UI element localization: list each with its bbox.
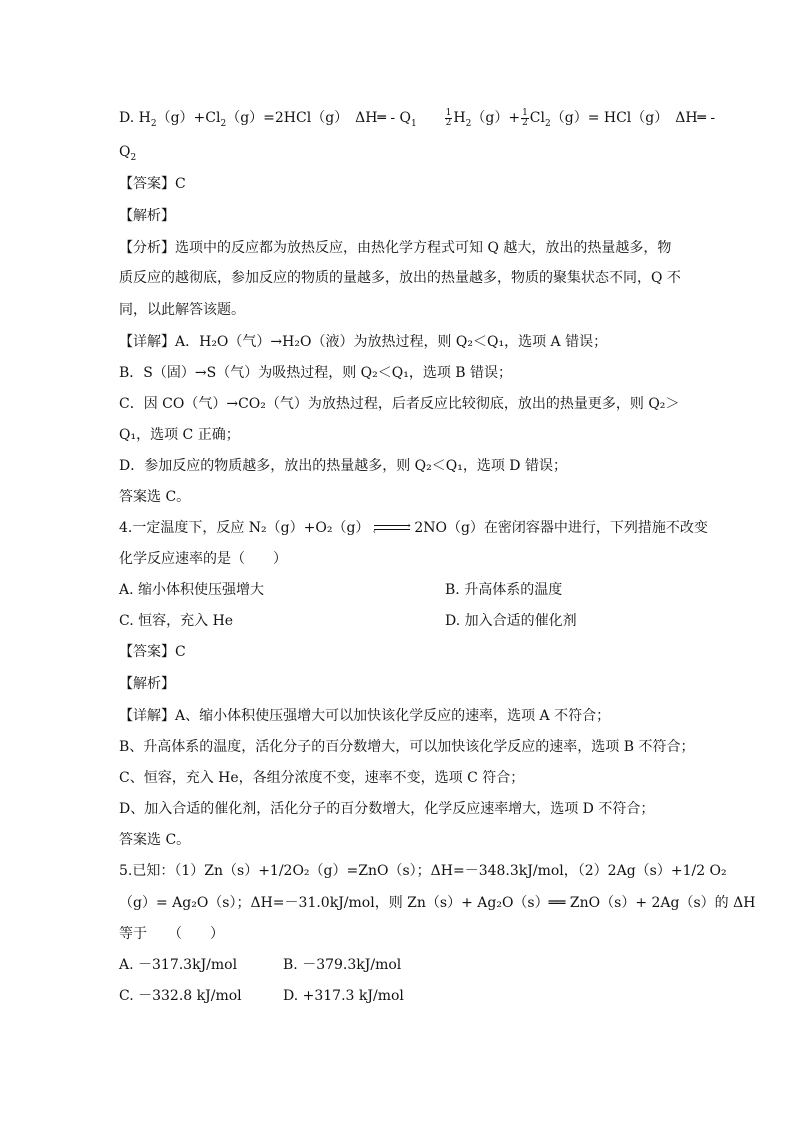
analysis-line-1: 【分析】选项中的反应都为放热反应，由热化学方程式可知 Q 越大，放出的热量越多，物 [119, 240, 672, 256]
conclusion-3: 答案选 C。 [119, 489, 191, 505]
analysis-heading-4: 【解析】 [119, 676, 175, 692]
text: Q [119, 144, 131, 160]
detail-c-2: Q₁，选项 C 正确； [119, 427, 240, 443]
q4-option-a: A. 缩小体积使压强增大 [119, 582, 265, 598]
q5-option-a: A. －317.3kJ/mol [119, 957, 238, 973]
reversible-arrow-icon: › ‹ [372, 521, 411, 536]
question-5-line-2: （g）= Ag₂O（s）；ΔH=－31.0kJ/mol，则 Zn（s）+ Ag₂O（s）══ ZnO（s）+ 2Ag（s）的 ΔH [119, 895, 756, 911]
detail-d: D．参加反应的物质越多，放出的热量越多，则 Q₂＜Q₁，选项 D 错误； [119, 458, 567, 474]
q2-line [119, 142, 136, 168]
q5-option-d: D. +317.3 kJ/mol [283, 988, 404, 1004]
fraction-half: $\frac{1}{2}$ [445, 107, 452, 128]
subscript: 1 [411, 118, 417, 129]
question-5-line-3: 等于 （ ） [119, 926, 224, 942]
text: （g）+Cl [156, 110, 221, 126]
question-4-line-2: 化学反应速率的是（ ） [119, 551, 287, 567]
q4-option-b: B. 升高体系的温度 [445, 582, 563, 598]
answer-3: 【答案】C [119, 176, 186, 192]
q4-option-c: C. 恒容，充入 He [119, 613, 234, 629]
q4-detail-b: B、升高体系的温度，活化分子的百分数增大，可以加快该化学反应的速率，选项 B 不符合； [119, 739, 695, 755]
text: D. H [119, 110, 151, 126]
q4-detail-d: D、加入合适的催化剂，活化分子的百分数增大，化学反应速率增大，选项 D 不符合； [119, 801, 655, 817]
subscript: 2 [545, 118, 551, 129]
subscript: 2 [465, 118, 472, 129]
subscript: 2 [150, 118, 157, 129]
analysis-line-2: 质反应的越彻底，参加反应的物质的量越多，放出的热量越多，物质的聚集状态不同，Q 不 [119, 270, 681, 286]
answer-4: 【答案】C [119, 644, 186, 660]
detail-a: 【详解】A．H₂O（气）→H₂O（液）为放热过程，则 Q₂＜Q₁，选项 A 错误； [119, 334, 608, 350]
option-d-equation [119, 108, 715, 134]
conclusion-4: 答案选 C。 [119, 832, 191, 848]
question-5-line-1: 5.已知：（1）Zn（s）+1/2O₂（g）=ZnO（s）；ΔH=－348.3kJ/mol，（2）2Ag（s）+1/2 O₂ [119, 863, 727, 879]
text: （g）= HCl（g） ΔH═ - [550, 110, 716, 126]
q4-detail-a: 【详解】A、缩小体积使压强增大可以加快该化学反应的速率，选项 A 不符合； [119, 708, 611, 724]
q4-detail-c: C、恒容，充入 He，各组分浓度不变，速率不变，选项 C 符合； [119, 770, 525, 786]
q4-option-d: D. 加入合适的催化剂 [445, 613, 577, 629]
subscript: 2 [130, 152, 137, 163]
analysis-heading-3: 【解析】 [119, 208, 175, 224]
text: 4.一定温度下，反应 N₂（g）+O₂（g） [119, 520, 370, 536]
detail-b: B．S（固）→S（气）为吸热过程，则 Q₂＜Q₁，选项 B 错误； [119, 365, 513, 381]
subscript: 2 [220, 118, 227, 129]
text: Cl [529, 110, 545, 126]
analysis-line-3: 同，以此解答该题。 [119, 302, 245, 318]
text: （g）+ [471, 110, 521, 126]
text: （g）=2HCl（g） ΔH═ - Q [226, 110, 412, 126]
q5-option-b: B. －379.3kJ/mol [283, 957, 402, 973]
text: 2NO（g）在密闭容器中进行，下列措施不改变 [414, 520, 708, 536]
text: H [453, 110, 466, 126]
fraction-half: $\frac{1}{2}$ [522, 107, 528, 128]
detail-c-1: C．因 CO（气）→CO₂（气）为放热过程，后者反应比较彻底，放出的热量更多，则 Q₂＞ [119, 396, 680, 412]
q5-option-c: C. －332.8 kJ/mol [119, 988, 242, 1004]
question-4-line-1 [119, 518, 708, 538]
